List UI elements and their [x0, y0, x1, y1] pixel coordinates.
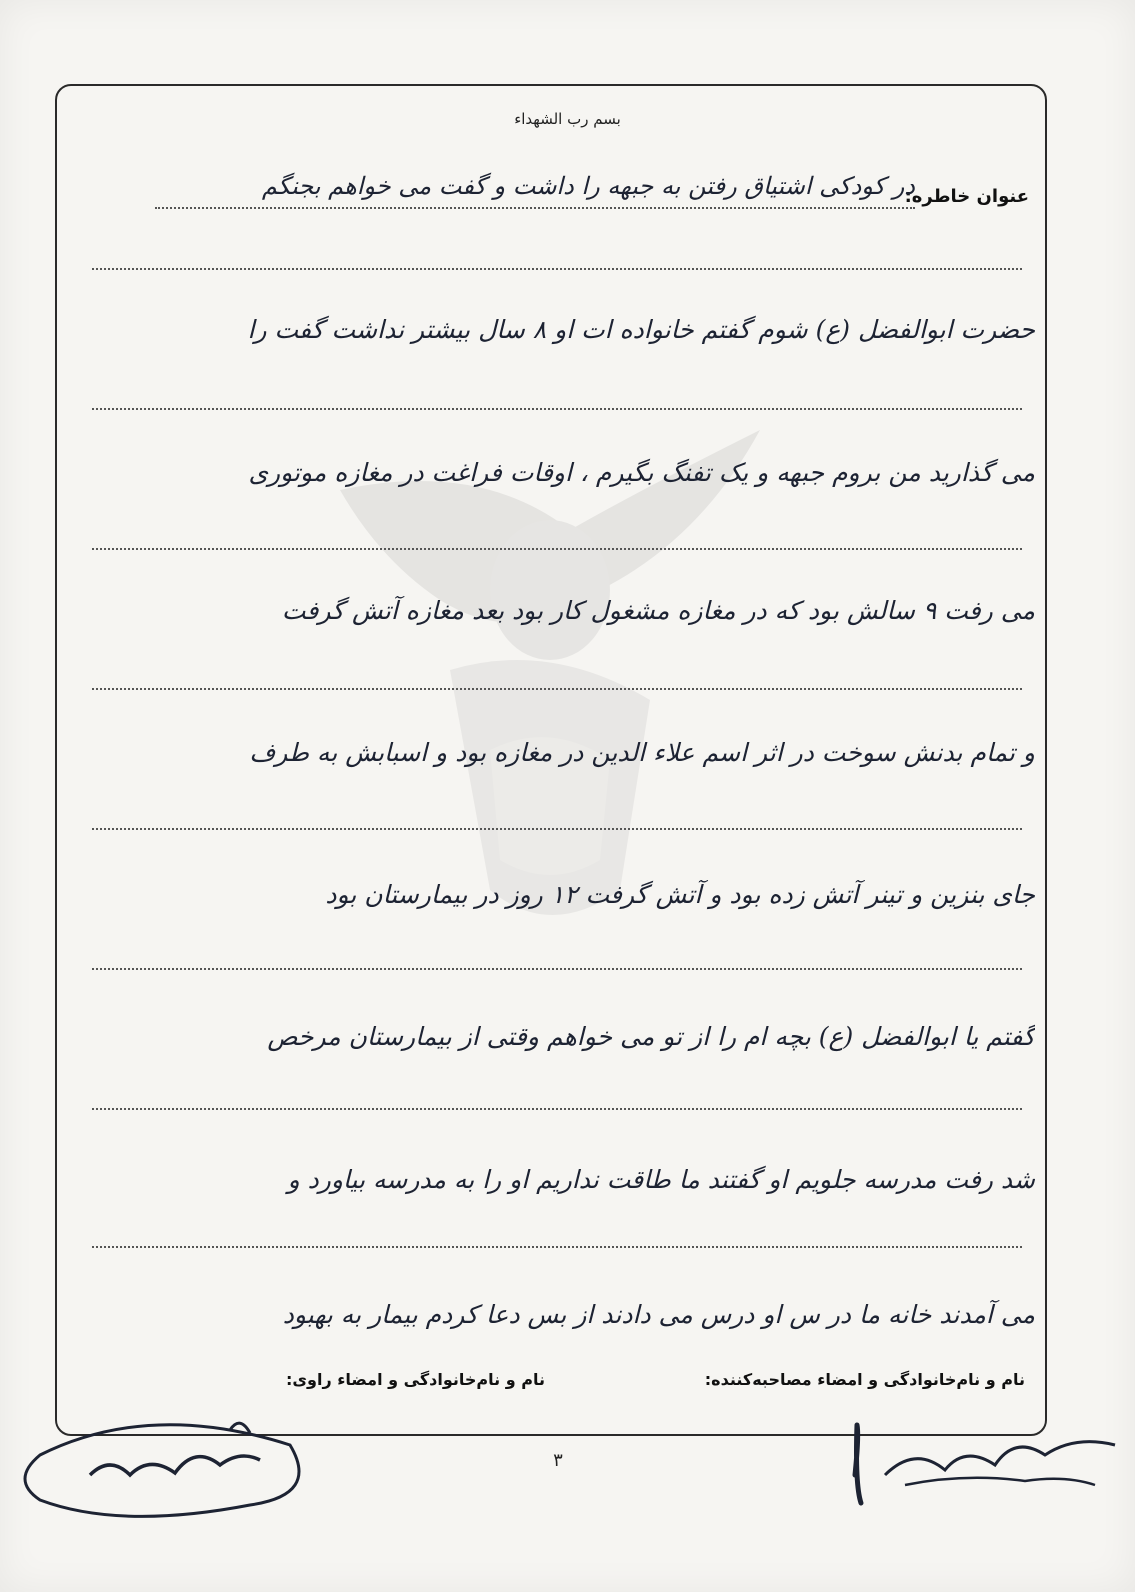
dotted-line	[92, 1108, 1022, 1110]
dotted-line	[92, 548, 1022, 550]
handwritten-line-4: و تمام بدنش سوخت در اثر اسم علاء الدین در مغازه بود و اسبابش به طرف	[249, 738, 1035, 767]
narrator-signature-label: نام و نام‌خانوادگی و امضاء راوی:	[285, 1370, 545, 1389]
handwritten-line-8: می آمدند خانه ما در س او درس می دادند از بس دعا کردم بیمار به بهبود	[282, 1300, 1035, 1329]
handwritten-line-2: می گذارید من بروم جبهه و یک تفنگ بگیرم ، اوقات فراغت در مغازه موتوری	[248, 458, 1035, 487]
form-header: بسم رب الشهداء	[514, 110, 621, 128]
handwritten-line-1: حضرت ابوالفضل (ع) شوم گفتم خانواده ات او ۸ سال بیشتر نداشت گفت را	[247, 315, 1035, 344]
memory-title-text: در کودکی اشتیاق رفتن به جبهه را داشت و گفت می خواهم بجنگم	[261, 172, 915, 200]
dotted-line	[92, 828, 1022, 830]
dotted-line	[92, 408, 1022, 410]
handwritten-line-3: می رفت ۹ سالش بود که در مغازه مشغول کار بود بعد مغازه آتش گرفت	[281, 596, 1035, 625]
memory-title-label: عنوان خاطره:	[904, 186, 1029, 207]
interviewer-signature-icon	[845, 1415, 1125, 1525]
dotted-line	[92, 1246, 1022, 1248]
handwritten-line-7: شد رفت مدرسه جلویم او گفتند ما طاقت نداریم او را به مدرسه بیاورد و	[287, 1165, 1035, 1194]
page-number: ۳	[553, 1450, 563, 1471]
handwritten-line-6: گفتم یا ابوالفضل (ع) بچه ام را از تو می خواهم وقتی از بیمارستان مرخص	[267, 1022, 1035, 1051]
title-dotted-line	[155, 207, 915, 209]
dotted-line	[92, 688, 1022, 690]
interviewer-signature-label: نام و نام‌خانوادگی و امضاء مصاحبه‌کننده:	[704, 1370, 1025, 1389]
handwritten-line-5: جای بنزین و تینر آتش زده بود و آتش گرفت ۱۲ روز در بیمارستان بود	[325, 880, 1035, 909]
dotted-line	[92, 268, 1022, 270]
narrator-signature-icon	[0, 1405, 320, 1530]
dotted-line	[92, 968, 1022, 970]
